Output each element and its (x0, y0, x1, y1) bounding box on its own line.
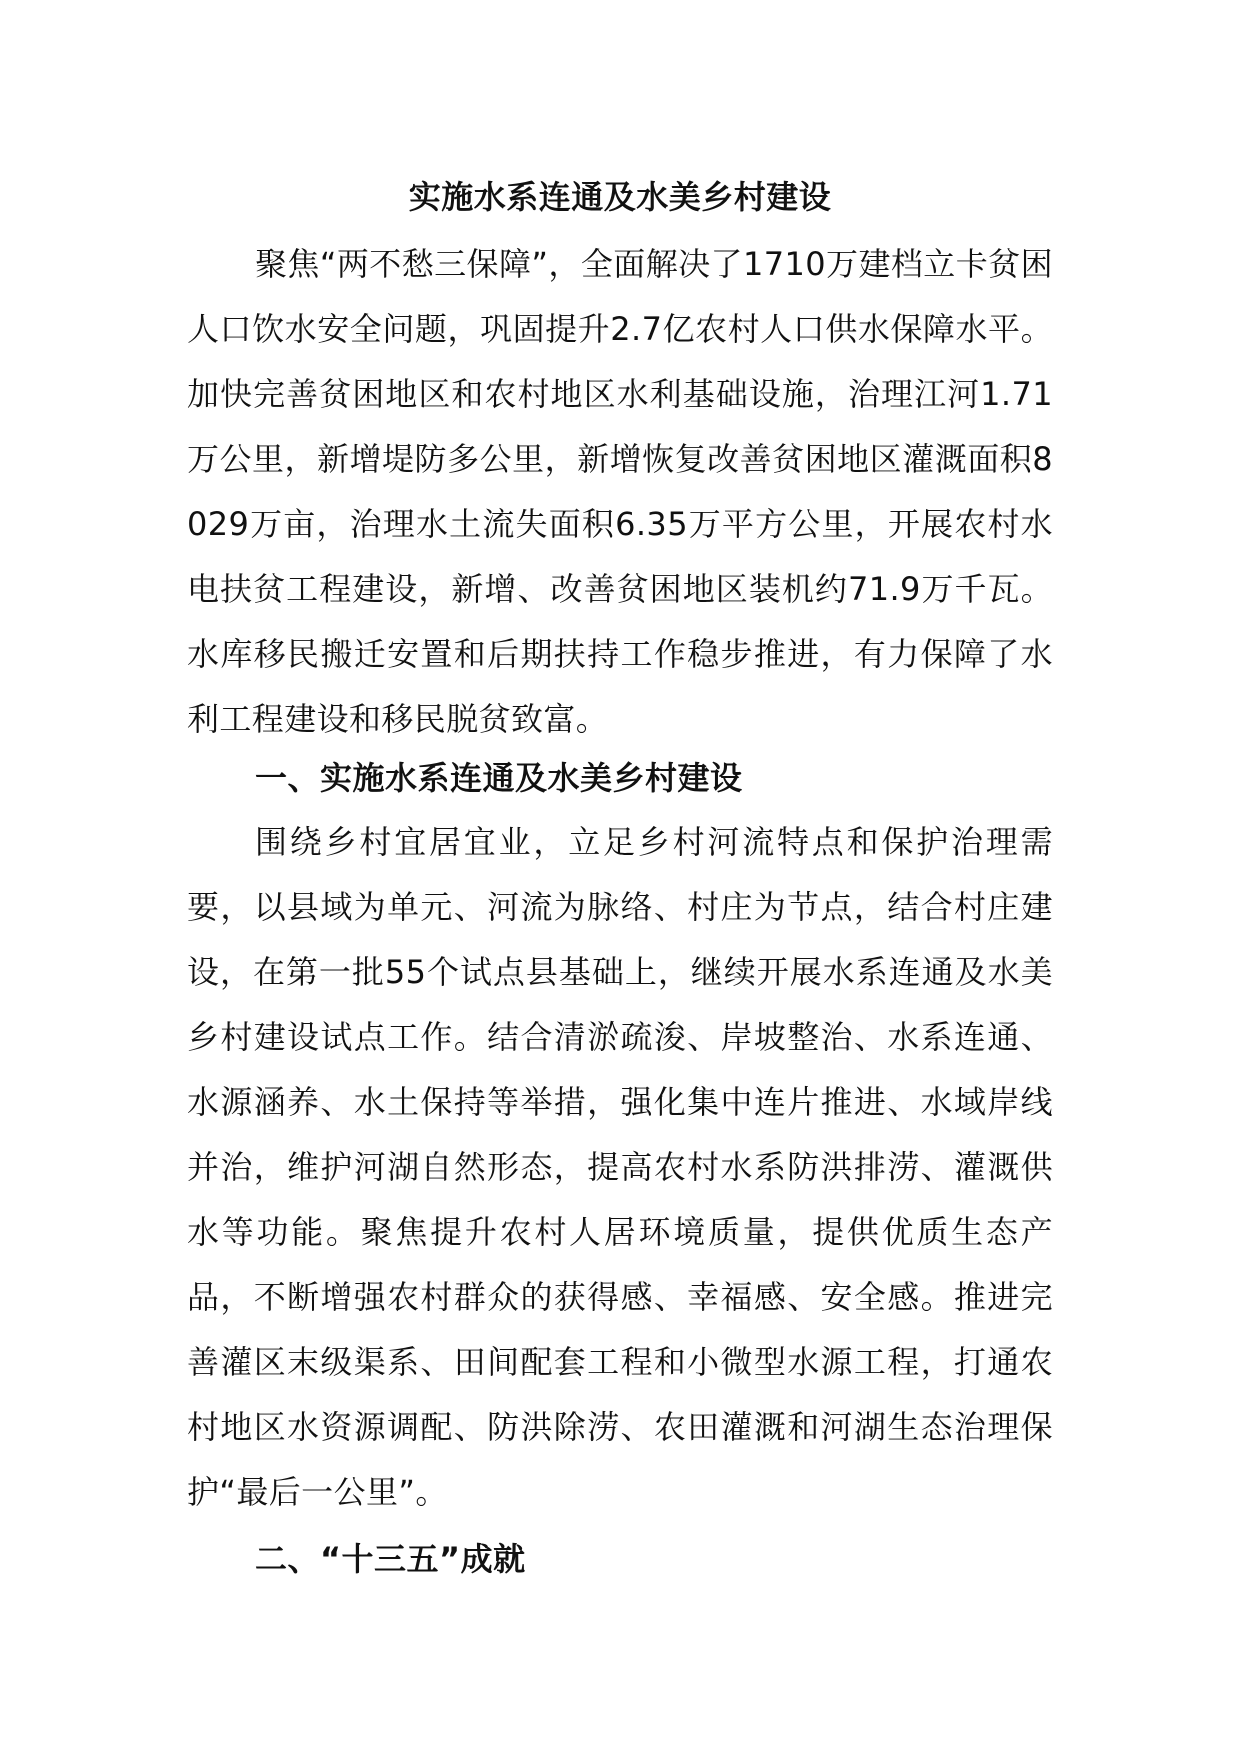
section-heading-1: 一、实施水系连通及水美乡村建设 (255, 759, 743, 797)
section-heading-2: 二、“十三五”成就 (255, 1540, 526, 1578)
paragraph-water-system-connection: 围绕乡村宜居宜业，立足乡村河流特点和保护治理需要，以县域为单元、河流为脉络、村庄为节点，结合村庄建设，在第一批55个试点县基础上，继续开展水系连通及水美乡村建设试点工作。结合清淤疏浚、岸坡整治、水系连通、水源涵养、水土保持等举措，强化集中连片推进、水域岸线并治，维护河湖自然形态，提高农村水系防洪排涝、灌溉供水等功能。聚焦提升农村人居环境质量，提供优质生态产品，不断增强农村群众的获得感、幸福感、安全感。推进完善灌区末级渠系、田间配套工程和小微型水源工程，打通农村地区水资源调配、防洪除涝、农田灌溉和河湖生态治理保护“最后一公里”。 (187, 823, 1053, 1511)
paragraph-poverty-water-achievements: 聚焦“两不愁三保障”，全面解决了1710万建档立卡贫困人口饮水安全问题，巩固提升2.7亿农村人口供水保障水平。加快完善贫困地区和农村地区水利基础设施，治理江河1.71万公里，新增堤防多公里，新增恢复改善贫困地区灌溉面积8029万亩，治理水土流失面积6.35万平方公里，开展农村水电扶贫工程建设，新增、改善贫困地区装机约71.9万千瓦。水库移民搬迁安置和后期扶持工作稳步推进，有力保障了水利工程建设和移民脱贫致富。 (187, 245, 1053, 738)
document-title: 实施水系连通及水美乡村建设 (408, 178, 832, 216)
